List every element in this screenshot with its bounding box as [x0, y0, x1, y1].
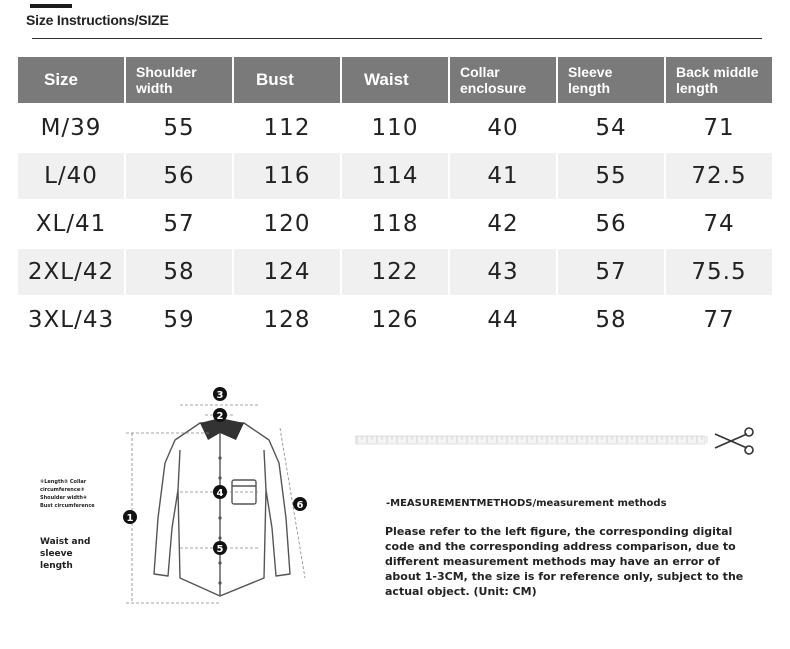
marker-3	[213, 387, 227, 401]
table-row	[18, 297, 772, 343]
title-divider	[32, 38, 762, 39]
table-row	[18, 153, 772, 199]
marker-4	[213, 485, 227, 499]
marker-6-label: 6	[296, 500, 304, 511]
cell-sleeve-length: 56	[558, 201, 664, 247]
header-waist: Waist	[342, 57, 448, 103]
cell-size: 2XL/42	[18, 249, 124, 295]
cell-back-middle-length: 74	[666, 201, 772, 247]
cell-back-middle-length: 75.5	[666, 249, 772, 295]
cell-shoulder-width: 56	[126, 153, 232, 199]
legend-line: Shoulder width④	[40, 495, 88, 501]
marker-1	[123, 510, 137, 524]
method-line: code and the corresponding address comparison, due to	[385, 540, 736, 553]
measurement-methods-text	[385, 524, 765, 599]
title-accent-bar	[30, 4, 72, 8]
marker-4-label: 4	[216, 488, 224, 499]
tape-measure-graphic	[355, 426, 755, 460]
table-row	[18, 201, 772, 247]
side-note-line: Waist and	[40, 537, 91, 547]
cell-back-middle-length: 77	[666, 297, 772, 343]
method-line: Please refer to the left figure, the corresponding digital	[385, 525, 733, 538]
cell-bust: 128	[234, 297, 340, 343]
header-bust: Bust	[234, 57, 340, 103]
header-back-middle-length: Back middle length	[666, 57, 772, 103]
marker-6	[293, 497, 307, 511]
table-row	[18, 249, 772, 295]
header-size: Size	[18, 57, 124, 103]
cell-size: L/40	[18, 153, 124, 199]
cell-sleeve-length: 54	[558, 105, 664, 151]
cell-shoulder-width: 57	[126, 201, 232, 247]
cell-back-middle-length: 72.5	[666, 153, 772, 199]
side-note-line: sleeve	[40, 549, 73, 559]
cell-shoulder-width: 59	[126, 297, 232, 343]
shirt-measurement-diagram	[120, 378, 320, 610]
page-title: Size Instructions/SIZE	[26, 12, 169, 28]
cell-collar-enclosure: 40	[450, 105, 556, 151]
cell-waist: 126	[342, 297, 448, 343]
method-line: different measurement methods may have an error of	[385, 555, 720, 568]
marker-1-label: 1	[126, 513, 134, 524]
scissors-icon	[715, 428, 753, 454]
marker-2	[213, 408, 227, 422]
cell-size: 3XL/43	[18, 297, 124, 343]
marker-2-label: 2	[216, 411, 224, 422]
cell-sleeve-length: 57	[558, 249, 664, 295]
cell-waist: 110	[342, 105, 448, 151]
method-line: about 1-3CM, the size is for reference only, subject to the	[385, 570, 744, 583]
cell-collar-enclosure: 44	[450, 297, 556, 343]
cell-collar-enclosure: 43	[450, 249, 556, 295]
header-shoulder-width: Shoulder width	[126, 57, 232, 103]
cell-shoulder-width: 58	[126, 249, 232, 295]
table-header-row	[18, 57, 772, 103]
cell-waist: 118	[342, 201, 448, 247]
shirt-outline	[154, 423, 290, 596]
header-collar-enclosure: Collar enclosure	[450, 57, 556, 103]
legend-line: Bust circumference	[40, 503, 95, 509]
cell-bust: 124	[234, 249, 340, 295]
table-row	[18, 105, 772, 151]
measurement-methods-title: -MEASUREMENTMETHODS/measurement methods	[386, 498, 667, 509]
method-line: actual object. (Unit: CM)	[385, 585, 537, 598]
cell-bust: 112	[234, 105, 340, 151]
cell-bust: 120	[234, 201, 340, 247]
marker-5	[213, 541, 227, 555]
cell-size: XL/41	[18, 201, 124, 247]
cell-sleeve-length: 58	[558, 297, 664, 343]
size-table	[16, 55, 774, 345]
cell-bust: 116	[234, 153, 340, 199]
measurement-legend	[40, 478, 100, 510]
marker-5-label: 5	[216, 544, 224, 555]
side-note-line: length	[40, 561, 73, 571]
cell-waist: 114	[342, 153, 448, 199]
cell-waist: 122	[342, 249, 448, 295]
cell-size: M/39	[18, 105, 124, 151]
marker-3-label: 3	[216, 390, 224, 401]
cell-back-middle-length: 71	[666, 105, 772, 151]
cell-shoulder-width: 55	[126, 105, 232, 151]
legend-line: ①Length② Collar	[40, 479, 87, 485]
cell-sleeve-length: 55	[558, 153, 664, 199]
waist-sleeve-note	[40, 536, 100, 572]
header-sleeve-length: Sleeve length	[558, 57, 664, 103]
cell-collar-enclosure: 42	[450, 201, 556, 247]
cell-collar-enclosure: 41	[450, 153, 556, 199]
tape-measure	[355, 436, 705, 444]
legend-line: circumference③	[40, 487, 85, 493]
